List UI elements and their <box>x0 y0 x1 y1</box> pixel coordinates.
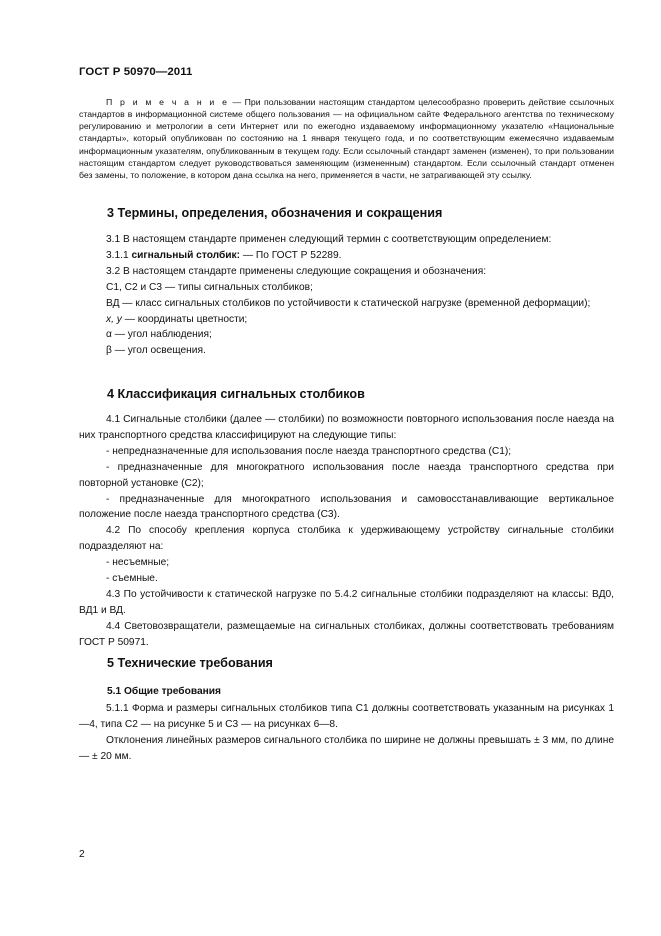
paragraph-3-2: 3.2 В настоящем стандарте применены следующие сокращения и обозначения: <box>106 265 487 277</box>
abbrev-types: С1, С2 и С3 — типы сигнальных столбиков; <box>106 281 313 293</box>
symbol-xy: х, у <box>106 313 122 325</box>
paragraph-5-1-1: 5.1.1 Форма и размеры сигнальных столбиков типа С1 должны соответствовать указанным на рисунках 1—4, типа С2 — на рисунке 5 и С3 — на рисунках 6—8. <box>79 703 614 730</box>
paragraph-3-1: 3.1 В настоящем стандарте применен следующий термин с соответствующим определением: <box>106 234 552 245</box>
term-name: сигнальный столбик: <box>131 249 241 261</box>
note-text: — При пользовании настоящим стандартом целесообразно проверить действие ссылочных стандартов в информационной системе общего пользования — на официальном сайте Федерального агентства по техническому регулированию и метрологии в сети Интернет или по ежегодно издаваемому информационному указателю «Национальные стандарты», который опубликован по состоянию на 1 января текущего года, и по соответствующим ежемесячно издаваемым информационным указателям, опубликованным в текущем году. Если ссылочный стандарт заменен (изменен), то при пользовании настоящим стандартом следует руководствоваться заменяющим (измененным) стандартом. Если ссылочный стандарт отменен без замены, то положение, в котором дана ссылка на него, применяется в части, не затрагивающей эту ссылку. <box>79 97 614 180</box>
page-number: 2 <box>79 849 85 860</box>
term-number: 3.1.1 <box>106 249 132 261</box>
list-item-c2: - предназначенные для многократного использования после наезда транспортного средства при повторной установке (С2); <box>79 461 614 489</box>
paragraph-4-3: 4.3 По устойчивости к статической нагрузке по 5.4.2 сигнальные столбики подразделяют на классы: ВД0, ВД1 и ВД. <box>79 588 614 616</box>
list-item-c1: - непредназначенные для использования после наезда транспортного средства (С1); <box>106 445 512 457</box>
section-3-title: 3 Термины, определения, обозначения и сокращения <box>107 206 443 220</box>
section-5-title: 5 Технические требования <box>107 656 273 670</box>
term-definition: — По ГОСТ Р 52289. <box>240 249 342 261</box>
list-item-c3: - предназначенные для многократного использования и самовосстанавливающие вертикальное положение после наезда транспортного средства (С3). <box>79 493 614 521</box>
note-label: П р и м е ч а н и е <box>106 97 230 107</box>
symbol-xy-definition: — координаты цветности; <box>121 313 248 325</box>
abbrev-alpha: α — угол наблюдения; <box>106 329 212 341</box>
paragraph-4-2: 4.2 По способу крепления корпуса столбика к удерживающему устройству сигнальные столбики подразделяют на: <box>79 525 614 553</box>
list-item-fixed: - несъемные; <box>106 557 170 569</box>
subsection-5-1-title: 5.1 Общие требования <box>107 686 221 697</box>
paragraph-3-1-1 <box>79 248 614 264</box>
list-item-removable: - съемные. <box>106 573 158 585</box>
section-5-body <box>79 701 614 765</box>
abbrev-xy <box>79 312 614 328</box>
section-3-body <box>79 232 614 359</box>
document-header: ГОСТ Р 50970—2011 <box>79 66 193 78</box>
paragraph-4-1: 4.1 Сигнальные столбики (далее — столбики) по возможности повторного использования после наезда на них транспортного средства классифицируют на следующие типы: <box>79 414 614 441</box>
section-4-title: 4 Классификация сигнальных столбиков <box>107 387 365 401</box>
section-4-body <box>79 412 614 651</box>
paragraph-4-4: 4.4 Световозвращатели, размещаемые на сигнальных столбиках, должны соответствовать требованиям ГОСТ Р 50971. <box>79 620 614 648</box>
paragraph-tolerance: Отклонения линейных размеров сигнального столбика по ширине не должны превышать ± 3 мм, по длине — ± 20 мм. <box>79 734 614 762</box>
abbrev-vd: ВД — класс сигнальных столбиков по устойчивости к статической нагрузке (временной деформации); <box>106 297 591 309</box>
reference-note <box>79 96 614 181</box>
abbrev-beta: β — угол освещения. <box>106 345 206 357</box>
